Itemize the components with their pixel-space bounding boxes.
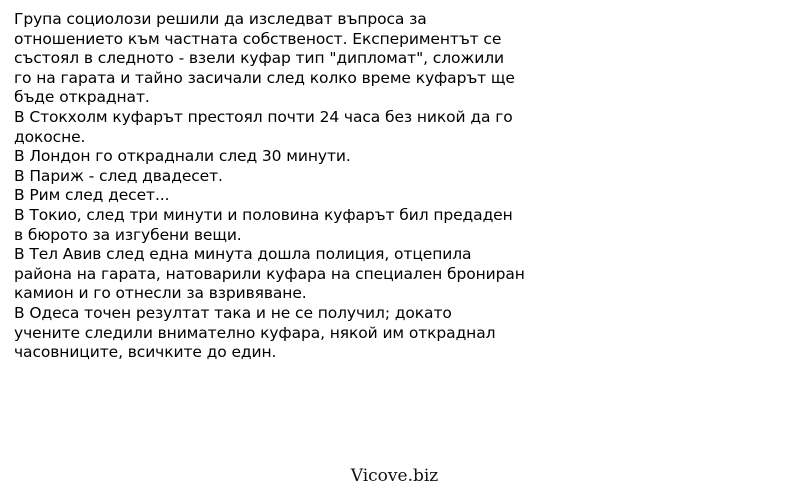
story-line: докосне. bbox=[14, 127, 86, 146]
story-line: камион и го отнесли за взривяване. bbox=[14, 284, 307, 303]
story-line: го на гарата и тайно засичали след колко време куфарът ще bbox=[14, 68, 515, 87]
story-line: бъде откраднат. bbox=[14, 88, 150, 107]
story-line: В Одеса точен резултат така и не се получил; докато bbox=[14, 303, 452, 322]
story-line: Група социолози решили да изследват въпроса за bbox=[14, 10, 427, 28]
story-line: учените следили внимателно куфара, някой им откраднал bbox=[14, 323, 496, 342]
story-line: района на гарата, натоварили куфара на специален брониран bbox=[14, 264, 525, 283]
story-line: В Париж - след двадесет. bbox=[14, 166, 223, 185]
story-line: часовниците, всичките до един. bbox=[14, 343, 277, 362]
story-line: състоял в следното - взели куфар тип "дипломат", сложили bbox=[14, 49, 504, 68]
story-line: в бюрото за изгубени вещи. bbox=[14, 225, 242, 244]
story-line: В Тел Авив след една минута дошла полиция, отцепила bbox=[14, 245, 472, 264]
site-watermark: Vicove.biz bbox=[350, 466, 439, 486]
story-line: отношението към частната собственост. Експериментът се bbox=[14, 29, 502, 48]
story-line: В Стокхолм куфарът престоял почти 24 часа без никой да го bbox=[14, 107, 513, 126]
story-text bbox=[14, 10, 779, 363]
story-line: В Рим след десет... bbox=[14, 186, 170, 205]
story-line: В Лондон го откраднали след 30 минути. bbox=[14, 147, 351, 166]
story-line: В Токио, след три минути и половина куфарът бил предаден bbox=[14, 205, 513, 224]
